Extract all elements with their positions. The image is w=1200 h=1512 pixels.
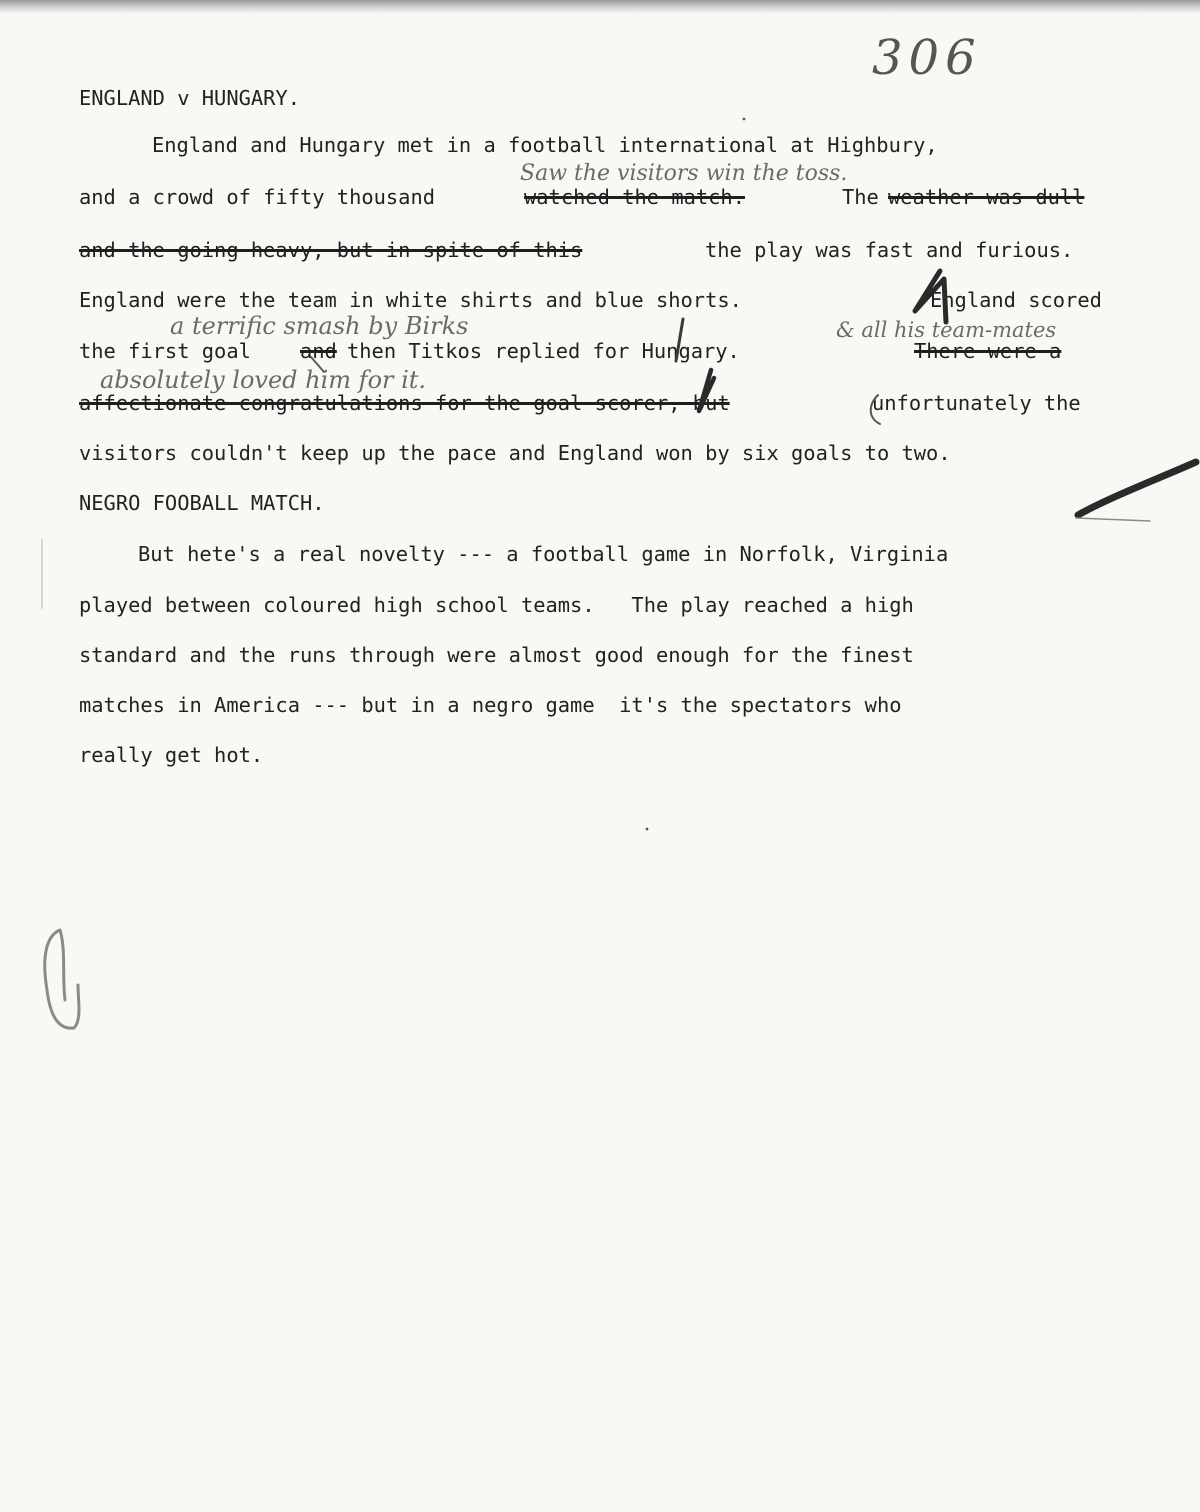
handwritten-note-smash: a terrific smash by Birks <box>170 312 469 340</box>
handwritten-note-loved: absolutely loved him for it. <box>100 366 427 394</box>
text-line-4b: England scored <box>930 288 1102 312</box>
paragraph-2-line-3: standard and the runs through were almost good enough for the finest <box>79 643 914 667</box>
paragraph-2-line-4: matches in America --- but in a negro game it's the spectators who <box>79 693 902 717</box>
insertion-stroke-1 <box>676 319 683 361</box>
paper-clip-mark <box>45 930 79 1028</box>
paragraph-2-line-1: But hete's a real novelty --- a football game in Norfolk, Virginia <box>138 542 949 566</box>
text-line-5b: then Titkos replied for Hungary. <box>347 339 740 363</box>
struck-text-going-heavy: and the going heavy, but in spite of this <box>79 238 583 262</box>
struck-text-watched-match: watched the match. <box>524 185 745 209</box>
handwritten-note-teammates: & all his team-mates <box>836 318 1057 342</box>
caret-insert-mark-icon <box>915 271 946 322</box>
capital-u-correction-mark <box>871 395 880 424</box>
text-line-6b: unfortunately the <box>872 391 1081 415</box>
struck-text-weather: weather was dull <box>888 185 1085 209</box>
handwritten-note-toss: Saw the visitors win the toss. <box>520 161 848 186</box>
caret-small-mark-icon <box>311 357 324 372</box>
text-line-4a: England were the team in white shirts and blue shorts. <box>79 288 742 312</box>
heading-negro-football-match: NEGRO FOOBALL MATCH. <box>79 491 325 515</box>
paragraph-2-line-2: played between coloured high school teams. The play reached a high <box>79 593 914 617</box>
text-line-1: England and Hungary met in a football international at Highbury, <box>152 133 938 157</box>
struck-text-congratulations: affectionate congratulations for the goal scorer, but <box>79 391 730 415</box>
struck-text-and: and <box>300 339 337 363</box>
ink-speck <box>646 828 649 831</box>
ink-speck <box>743 118 746 121</box>
heading-england-v-hungary: ENGLAND v HUNGARY. <box>79 86 300 110</box>
text-line-3b: the play was fast and furious. <box>705 238 1074 262</box>
text-line-7: visitors couldn't keep up the pace and England won by six goals to two. <box>79 441 951 465</box>
paragraph-2-line-5: really get hot. <box>79 743 264 767</box>
text-line-5a: the first goal <box>79 339 251 363</box>
margin-pen-stroke <box>1078 462 1196 515</box>
struck-text-there-were: There were a <box>914 339 1062 363</box>
margin-thin-stroke <box>1076 518 1150 521</box>
text-line-2a: and a crowd of fifty thousand <box>79 185 436 209</box>
text-line-2b: The <box>842 185 879 209</box>
caret-insert-mark-2-icon <box>699 370 714 411</box>
handwritten-page-number: 306 <box>872 30 982 86</box>
